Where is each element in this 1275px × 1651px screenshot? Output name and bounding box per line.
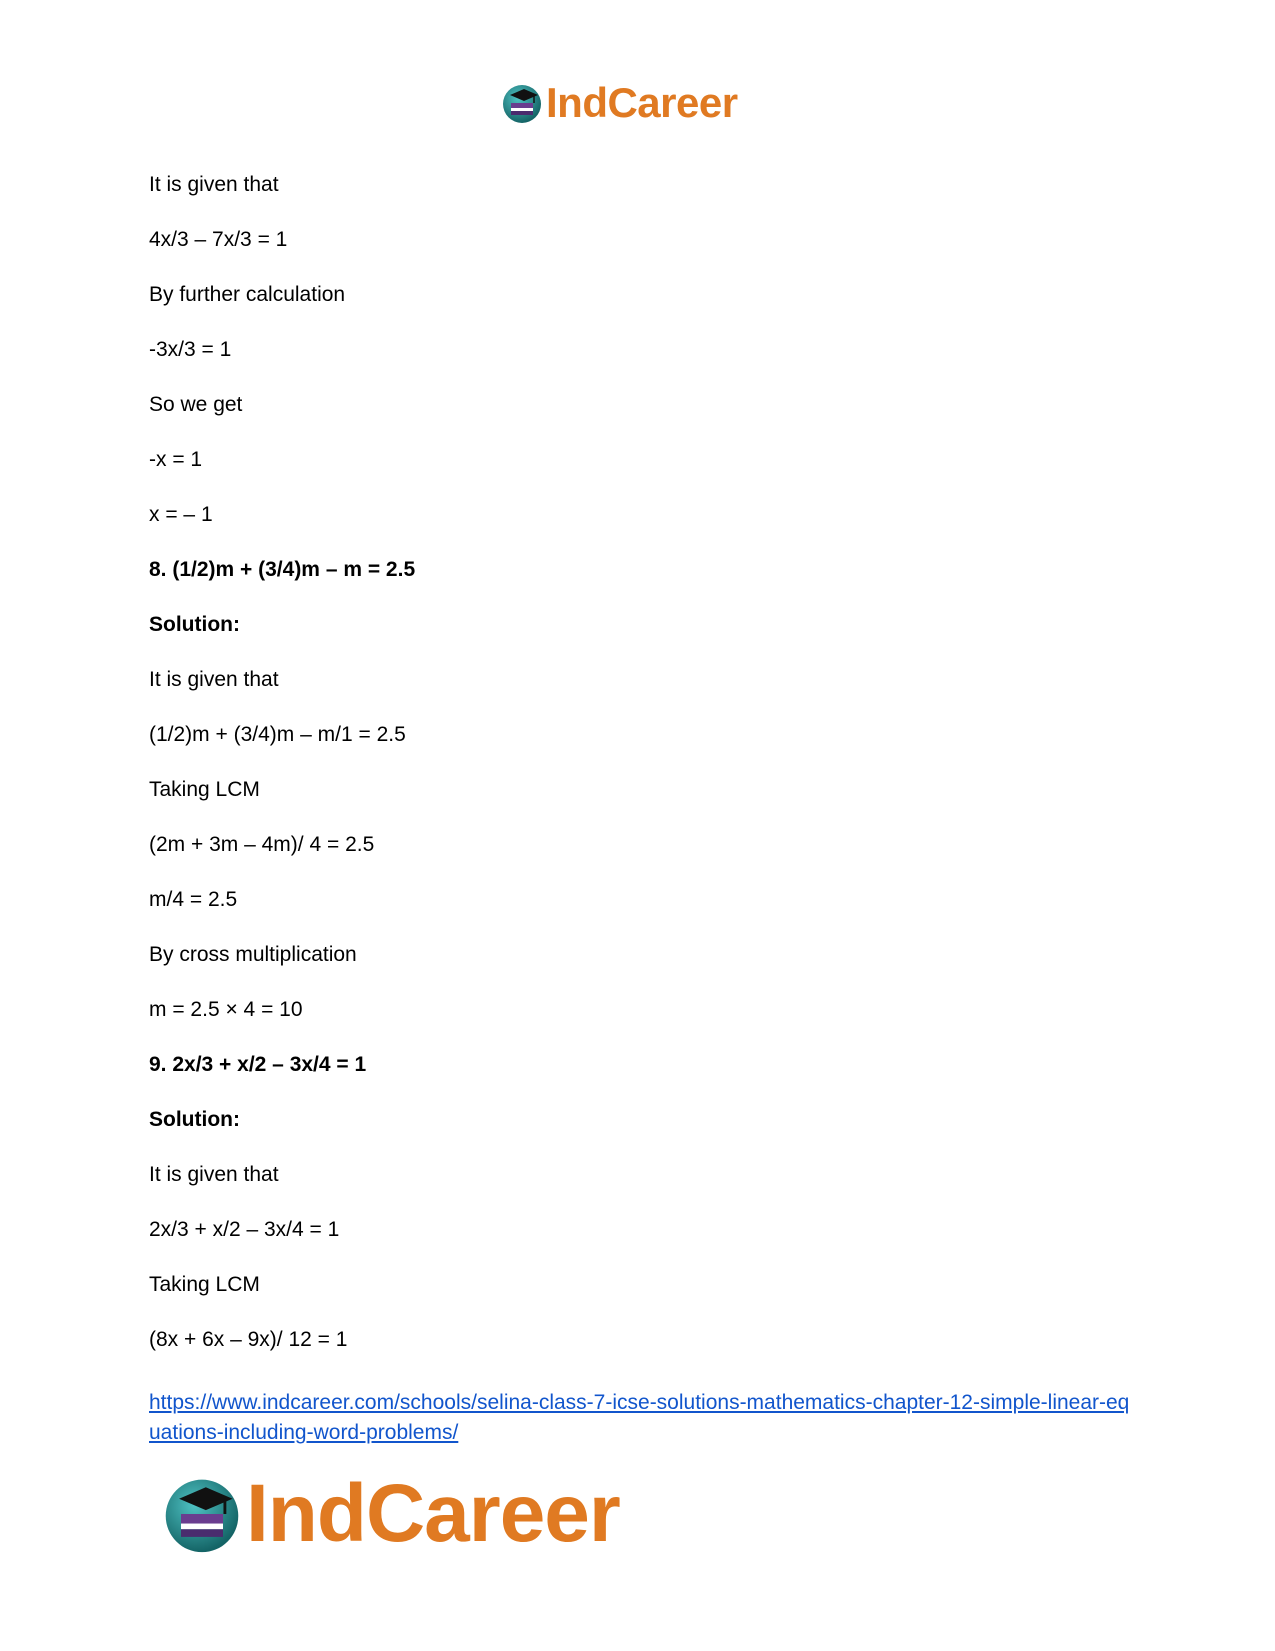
heading-line: Solution: — [149, 1108, 240, 1131]
text-line: It is given that — [149, 668, 279, 691]
globe-graduation-cap-icon — [500, 81, 544, 125]
text-line: -3x/3 = 1 — [149, 338, 232, 361]
source-url-link[interactable]: https://www.indcareer.com/schools/selina-class-7-icse-solutions-mathematics-chapter-12-simple-linear-equations-including-word-problems/ — [149, 1391, 1130, 1444]
text-line: (8x + 6x – 9x)/ 12 = 1 — [149, 1328, 348, 1351]
text-line: 2x/3 + x/2 – 3x/4 = 1 — [149, 1218, 340, 1241]
header-logo — [500, 78, 738, 128]
logo-text: IndCareer — [546, 79, 738, 126]
text-line: 4x/3 – 7x/3 = 1 — [149, 228, 288, 251]
footer-logo — [160, 1468, 620, 1560]
logo-text: IndCareer — [246, 1468, 620, 1559]
text-line: (1/2)m + (3/4)m – m/1 = 2.5 — [149, 723, 406, 746]
heading-line: 8. (1/2)m + (3/4)m – m = 2.5 — [149, 558, 416, 581]
text-line: So we get — [149, 393, 243, 416]
text-line: m = 2.5 × 4 = 10 — [149, 998, 303, 1021]
text-line: It is given that — [149, 173, 279, 196]
heading-line: 9. 2x/3 + x/2 – 3x/4 = 1 — [149, 1053, 367, 1076]
text-line: Taking LCM — [149, 1273, 260, 1296]
text-line: It is given that — [149, 1163, 279, 1186]
text-line: By cross multiplication — [149, 943, 357, 966]
text-line: Taking LCM — [149, 778, 260, 801]
text-line: (2m + 3m – 4m)/ 4 = 2.5 — [149, 833, 375, 856]
text-line: By further calculation — [149, 283, 346, 306]
document-body — [149, 172, 1129, 1382]
heading-line: Solution: — [149, 613, 240, 636]
text-line: x = – 1 — [149, 503, 213, 526]
text-line: m/4 = 2.5 — [149, 888, 238, 911]
text-line: -x = 1 — [149, 448, 203, 471]
globe-graduation-cap-icon — [160, 1472, 244, 1556]
